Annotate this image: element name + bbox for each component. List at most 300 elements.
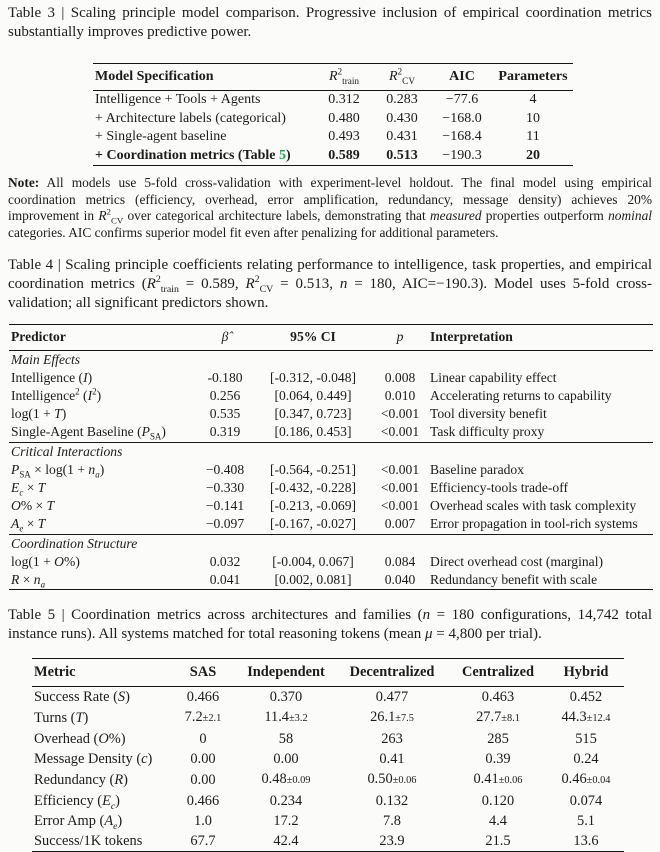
- text-segment: [-0.564, -0.251]: [269, 461, 357, 477]
- text-segment: train: [160, 284, 179, 296]
- text-segment: = 0.589,: [178, 276, 246, 293]
- text-segment: −168.0: [442, 110, 482, 126]
- table-cell: [9, 571, 196, 590]
- text-segment: T: [75, 709, 84, 726]
- text-segment: n: [33, 572, 41, 588]
- text-segment: ): [115, 792, 120, 809]
- text-segment: Table 5 | Coordination metrics across architectures and families (: [8, 607, 423, 624]
- table-cell: [428, 461, 653, 479]
- text-segment: −77.6: [445, 92, 479, 108]
- text-segment: Overhead (: [34, 730, 99, 747]
- text-segment: ): [147, 750, 153, 767]
- table-cell: [372, 461, 428, 479]
- column-header: [373, 64, 431, 91]
- column-header: [431, 64, 493, 91]
- section-row: [9, 442, 653, 461]
- table-cell: [493, 128, 573, 146]
- table-cell: [254, 387, 372, 405]
- column-header: [93, 64, 315, 91]
- text-segment: Intelligence: [11, 388, 76, 404]
- text-segment: Model Specification: [95, 69, 214, 84]
- text-segment: S: [117, 688, 126, 705]
- text-segment: 263: [381, 730, 403, 747]
- text-segment: 0.00: [273, 750, 299, 767]
- table-cell: [373, 91, 431, 110]
- text-segment: Critical Interactions: [11, 443, 123, 459]
- table-cell: [93, 110, 315, 128]
- text-segment: 0.39: [485, 750, 511, 767]
- table-cell: [336, 791, 448, 811]
- table-cell: [170, 769, 236, 791]
- text-segment: ±0.09: [286, 774, 311, 786]
- text-segment: O: [11, 498, 21, 514]
- column-header: [372, 325, 428, 350]
- section-title: [9, 442, 653, 461]
- text-segment: 0.283: [386, 92, 418, 108]
- text-segment: I: [83, 369, 88, 385]
- text-segment: 0.50: [367, 770, 393, 787]
- text-segment: SAS: [189, 664, 217, 681]
- text-segment: 0.032: [209, 553, 241, 569]
- table-cell: [448, 791, 548, 811]
- text-segment: T: [46, 498, 55, 514]
- table-cell: [9, 497, 196, 515]
- table-cell: [315, 110, 373, 128]
- text-segment: SA: [19, 469, 31, 480]
- section-row: [9, 534, 653, 553]
- table-cell: [196, 423, 254, 442]
- column-header: [32, 659, 170, 687]
- table4-body: [9, 350, 653, 590]
- table-cell: [315, 147, 373, 166]
- text-segment: 0.480: [328, 110, 360, 126]
- text-segment: R: [114, 771, 124, 788]
- table-cell: [448, 707, 548, 729]
- table-cell: [93, 147, 315, 166]
- text-segment: <0.001: [380, 480, 420, 496]
- header-row: [9, 325, 653, 350]
- section-row: [9, 350, 653, 369]
- text-segment: ×: [23, 516, 38, 532]
- text-segment: ): [123, 771, 128, 788]
- table3-body: [93, 91, 573, 166]
- text-segment: Tool diversity benefit: [430, 406, 547, 422]
- text-segment: CV: [110, 215, 124, 226]
- text-segment: 11: [526, 129, 540, 145]
- table-cell: [428, 553, 653, 571]
- table-cell: [254, 571, 372, 590]
- text-segment: R: [11, 572, 20, 588]
- table-cell: [493, 110, 573, 128]
- table-cell: [93, 128, 315, 146]
- table3-note: [8, 175, 652, 241]
- text-segment: train: [342, 75, 360, 86]
- table5-header: [32, 659, 624, 687]
- text-segment: −0.141: [205, 498, 245, 514]
- table-cell: [170, 729, 236, 749]
- text-segment: 27.7: [476, 708, 502, 725]
- text-segment: Decentralized: [349, 664, 435, 681]
- text-segment: ±7.5: [395, 712, 414, 724]
- header-row: [32, 659, 624, 687]
- text-segment: [-0.312, -0.048]: [269, 369, 357, 385]
- table-cell: [170, 831, 236, 851]
- column-header: [196, 325, 254, 350]
- text-segment: Table 4 | Scaling principle coefficients relating performance to intelligence, task properties, and empirical coordination metrics (: [8, 257, 652, 293]
- table-cell: [93, 91, 315, 110]
- text-segment: a: [40, 579, 46, 590]
- text-segment: Error Amp (: [34, 812, 105, 829]
- table-cell: [372, 497, 428, 515]
- text-segment: T: [54, 406, 62, 422]
- text-segment: 0.41: [473, 770, 499, 787]
- text-segment: Efficiency-tools trade-off: [430, 480, 569, 496]
- text-segment: 0.00: [190, 771, 216, 788]
- table-cell: [448, 749, 548, 769]
- text-segment: A: [104, 812, 114, 829]
- text-segment: properties outperform: [481, 208, 609, 224]
- text-segment: ±3.2: [289, 712, 308, 724]
- table-cell: [428, 423, 653, 442]
- text-segment: (: [79, 388, 88, 404]
- text-segment: 17.2: [273, 812, 299, 829]
- text-segment: [-0.213, -0.069]: [269, 498, 357, 514]
- table-cell: [428, 571, 653, 590]
- table-row: [9, 387, 653, 405]
- text-segment: 26.1: [370, 708, 396, 725]
- text-segment: ×: [23, 480, 38, 496]
- text-segment: O: [98, 730, 109, 747]
- table-cell: [431, 128, 493, 146]
- table-cell: [9, 479, 196, 497]
- text-segment: Redundancy (: [34, 771, 115, 788]
- text-segment: All models use 5-fold cross-validation with experiment-level holdout. The final model using empirical coordination metrics (efficiency, overhead, error amplification, redundancy, message density) achieves 20% improvement in: [8, 175, 652, 224]
- text-segment: 0.493: [328, 129, 360, 145]
- text-segment: Turns (: [34, 709, 76, 726]
- column-header: [428, 325, 653, 350]
- text-segment: 0.008: [384, 369, 416, 385]
- table-cell: [196, 369, 254, 387]
- table-cell: [196, 461, 254, 479]
- table-cell: [448, 729, 548, 749]
- text-segment: ±8.1: [501, 712, 520, 724]
- table-cell: [170, 811, 236, 831]
- table-cell: [372, 479, 428, 497]
- table-cell: [373, 128, 431, 146]
- table-cell: [32, 831, 170, 851]
- table-cell: [254, 405, 372, 423]
- text-segment: 0: [199, 730, 207, 747]
- text-segment: P: [141, 424, 150, 440]
- table-row: [32, 729, 624, 749]
- table-cell: [236, 707, 336, 729]
- text-segment: 7.8: [383, 812, 401, 829]
- table-row: [93, 147, 573, 166]
- table-cell: [254, 369, 372, 387]
- table-cell: [254, 497, 372, 515]
- text-segment: 0.040: [384, 572, 416, 588]
- table-cell: [9, 553, 196, 571]
- table-cell: [336, 831, 448, 851]
- text-segment: −0.408: [205, 461, 245, 477]
- text-segment: Coordination Structure: [11, 535, 138, 551]
- table-cell: [428, 405, 653, 423]
- column-header: [448, 659, 548, 687]
- text-segment: 0.370: [269, 688, 303, 705]
- text-segment: Accelerating returns to capability: [430, 388, 612, 404]
- table-cell: [315, 128, 373, 146]
- table-row: [9, 423, 653, 442]
- text-segment: Single-Agent Baseline (: [11, 424, 142, 440]
- table-cell: [448, 769, 548, 791]
- text-segment: ): [96, 388, 102, 404]
- text-segment: ): [61, 406, 67, 422]
- text-segment: I: [87, 388, 93, 404]
- table-cell: [428, 497, 653, 515]
- text-segment: over categorical architecture labels, demonstrating that: [123, 208, 430, 224]
- text-segment: %): [64, 553, 80, 569]
- text-segment: 42.4: [273, 832, 299, 849]
- text-segment: 0.466: [186, 792, 220, 809]
- text-segment: [-0.432, -0.228]: [269, 480, 357, 496]
- table-cell: [431, 91, 493, 110]
- table-row: [32, 707, 624, 729]
- text-segment: c: [141, 750, 148, 767]
- text-segment: 2: [337, 66, 343, 77]
- table-cell: [372, 571, 428, 590]
- text-segment: ×: [19, 572, 34, 588]
- text-segment: 0.48: [261, 770, 287, 787]
- table-cell: [548, 707, 624, 729]
- text-segment: Intelligence + Tools + Agents: [95, 92, 261, 108]
- table-cell: [32, 749, 170, 769]
- text-segment: <0.001: [380, 461, 420, 477]
- table3-header: [93, 64, 573, 91]
- text-segment: 0.00: [190, 750, 216, 767]
- text-segment: 5.1: [577, 812, 595, 829]
- text-segment: 0.084: [384, 553, 416, 569]
- table4-coefficients: [9, 324, 653, 590]
- text-segment: 2: [92, 387, 97, 397]
- text-segment: Predictor: [11, 329, 66, 345]
- table-row: [32, 791, 624, 811]
- text-segment: E: [102, 792, 111, 809]
- table-cell: [236, 729, 336, 749]
- column-header: [315, 64, 373, 91]
- text-segment: <0.001: [380, 424, 420, 440]
- text-segment: ±12.4: [586, 712, 611, 724]
- table5-reference-link[interactable]: 5: [279, 147, 287, 163]
- text-segment: −0.097: [205, 516, 245, 532]
- text-segment: n: [422, 607, 431, 624]
- text-segment: Parameters: [498, 69, 568, 84]
- table-cell: [448, 687, 548, 707]
- table-cell: [336, 769, 448, 791]
- text-segment: -0.180: [207, 369, 243, 385]
- table-cell: [9, 369, 196, 387]
- text-segment: <0.001: [380, 498, 420, 514]
- table-cell: [32, 791, 170, 811]
- table-cell: [548, 811, 624, 831]
- table-cell: [196, 553, 254, 571]
- table-cell: [32, 729, 170, 749]
- table-cell: [236, 811, 336, 831]
- table-cell: [254, 423, 372, 442]
- text-segment: O: [54, 553, 64, 569]
- text-segment: log(1 +: [11, 553, 55, 569]
- table-cell: [336, 729, 448, 749]
- text-segment: × log(1 +: [30, 461, 89, 477]
- table-cell: [372, 553, 428, 571]
- table-row: [9, 571, 653, 590]
- text-segment: 0.466: [186, 688, 220, 705]
- text-segment: ±0.06: [498, 774, 523, 786]
- text-segment: ): [286, 147, 291, 163]
- text-segment: ): [87, 369, 93, 385]
- text-segment: = 0.513,: [273, 276, 340, 293]
- text-segment: categories. AIC confirms superior model fit even after penalizing for additional parameters.: [8, 224, 499, 240]
- text-segment: [-0.004, 0.067]: [272, 553, 354, 569]
- text-segment: c: [19, 487, 24, 498]
- table-row: [9, 515, 653, 534]
- text-segment: ): [125, 688, 130, 705]
- text-segment: 0.24: [573, 750, 599, 767]
- text-segment: Main Effects: [11, 351, 81, 367]
- table-cell: [372, 369, 428, 387]
- table3-model-comparison: [93, 63, 573, 166]
- table-cell: [493, 91, 573, 110]
- text-segment: 0.41: [379, 750, 405, 767]
- table-cell: [254, 515, 372, 534]
- table-cell: [196, 387, 254, 405]
- text-segment: nominal: [608, 208, 652, 224]
- text-segment: Redundancy benefit with scale: [430, 572, 598, 588]
- table-cell: [9, 387, 196, 405]
- table-cell: [9, 405, 196, 423]
- text-segment: R: [146, 276, 156, 293]
- text-segment: 13.6: [573, 832, 599, 849]
- column-header: [9, 325, 196, 350]
- text-segment: 2: [75, 387, 80, 397]
- text-segment: 58: [278, 730, 294, 747]
- column-header: [170, 659, 236, 687]
- text-segment: <0.001: [380, 406, 420, 422]
- text-segment: CV: [402, 75, 415, 86]
- table-row: [32, 831, 624, 851]
- text-segment: 0.477: [375, 688, 409, 705]
- text-segment: ): [83, 709, 89, 726]
- text-segment: 7.2: [184, 708, 203, 725]
- text-segment: Note:: [8, 175, 40, 191]
- table-cell: [448, 831, 548, 851]
- text-segment: 44.3: [561, 708, 587, 725]
- text-segment: ±0.04: [586, 774, 611, 786]
- text-segment: 0.319: [209, 424, 241, 440]
- table-row: [93, 110, 573, 128]
- text-segment: = 4,800 per trial).: [432, 626, 542, 643]
- table4-header: [9, 325, 653, 350]
- text-segment: R: [328, 69, 338, 84]
- text-segment: Overhead scales with task complexity: [430, 498, 637, 514]
- text-segment: Hybrid: [563, 664, 609, 681]
- text-segment: % ×: [20, 498, 47, 514]
- column-header: [493, 64, 573, 91]
- table-cell: [428, 387, 653, 405]
- table-cell: [254, 461, 372, 479]
- table-row: [32, 687, 624, 707]
- text-segment: R: [388, 69, 398, 84]
- table-cell: [32, 687, 170, 707]
- text-segment: 95% CI: [290, 329, 336, 345]
- text-segment: = 180 configurations, 14,742 total instance runs). All systems matched for total reasoning tokens (mean: [8, 607, 652, 643]
- table5-caption: [8, 606, 652, 644]
- text-segment: log(1 +: [11, 406, 55, 422]
- text-segment: A: [11, 516, 20, 532]
- text-segment: 285: [487, 730, 509, 747]
- table-cell: [336, 687, 448, 707]
- table-cell: [196, 479, 254, 497]
- table-cell: [254, 479, 372, 497]
- text-segment: 515: [575, 730, 597, 747]
- text-segment: Centralized: [462, 664, 534, 681]
- text-segment: measured: [429, 208, 482, 224]
- table-cell: [336, 749, 448, 769]
- text-segment: 0.132: [375, 792, 409, 809]
- text-segment: 0.46: [561, 770, 587, 787]
- table-cell: [9, 461, 196, 479]
- section-title: [9, 534, 653, 553]
- table-cell: [548, 687, 624, 707]
- text-segment: Table 3 | Scaling principle model comparison. Progressive inclusion of empirical coordination metrics substantially improves predictive power.: [8, 5, 652, 40]
- text-segment: 0.010: [384, 388, 416, 404]
- table-cell: [431, 110, 493, 128]
- table-cell: [196, 497, 254, 515]
- column-header: [548, 659, 624, 687]
- table5-body: [32, 687, 624, 852]
- text-segment: [0.186, 0.453]: [274, 424, 352, 440]
- text-segment: 2: [254, 274, 260, 286]
- table-row: [32, 769, 624, 791]
- text-segment: 21.5: [485, 832, 511, 849]
- text-segment: Interpretation: [430, 329, 513, 345]
- table-cell: [372, 387, 428, 405]
- text-segment: Message Density (: [34, 750, 142, 767]
- text-segment: 0.007: [384, 516, 416, 532]
- text-segment: T: [37, 480, 46, 496]
- text-segment: Success Rate (: [34, 688, 118, 705]
- table-cell: [373, 110, 431, 128]
- text-segment: CV: [259, 284, 274, 296]
- table-cell: [236, 687, 336, 707]
- table-cell: [315, 91, 373, 110]
- text-segment: ): [117, 812, 123, 829]
- text-segment: −0.330: [205, 480, 245, 496]
- table-cell: [236, 749, 336, 769]
- table-cell: [372, 405, 428, 423]
- table-cell: [372, 515, 428, 534]
- text-segment: [0.002, 0.081]: [274, 572, 352, 588]
- text-segment: 67.7: [190, 832, 216, 849]
- text-segment: [0.064, 0.449]: [274, 388, 352, 404]
- table-cell: [373, 147, 431, 166]
- text-segment: T: [37, 516, 46, 532]
- table-cell: [493, 147, 573, 166]
- text-segment: μ: [424, 626, 433, 643]
- text-segment: 2: [106, 206, 111, 217]
- text-segment: a: [95, 469, 100, 480]
- text-segment: c: [110, 801, 116, 811]
- text-segment: 23.9: [379, 832, 405, 849]
